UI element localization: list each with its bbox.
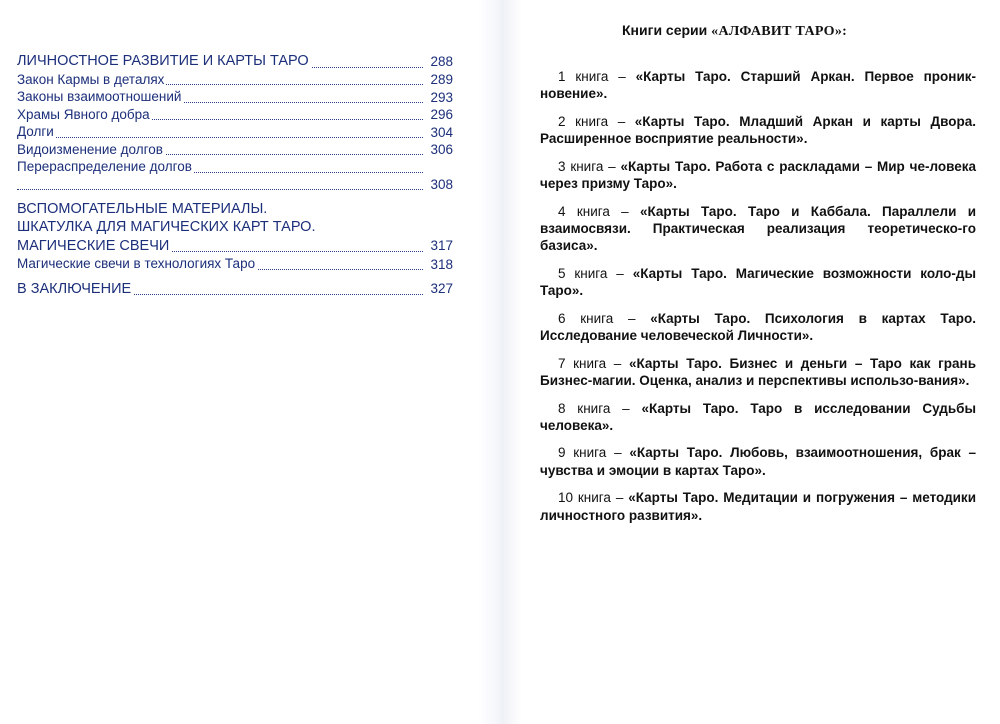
book-number: 10 книга – [558, 490, 629, 506]
toc-entry-page: 304 [430, 124, 453, 140]
toc-heading-line: ВСПОМОГАТЕЛЬНЫЕ МАТЕРИАЛЫ. [17, 200, 268, 217]
toc-entry-label: ЛИЧНОСТНОЕ РАЗВИТИЕ И КАРТЫ ТАРО [17, 53, 309, 69]
toc-heading-line: МАГИЧЕСКИЕ СВЕЧИ [17, 237, 170, 254]
book-item [540, 444, 976, 478]
toc-entry-page: 293 [430, 89, 453, 105]
toc-entry-label: Долги [17, 124, 54, 139]
toc-entry [17, 280, 453, 299]
book-item [540, 310, 976, 344]
toc-entry-label: Законы взаимоотношений [17, 89, 182, 104]
book-item [540, 265, 976, 299]
book-title: «Карты Таро. Психология в картах Таро. Исследование человеческой Личности». [540, 310, 976, 343]
toc-entry [17, 255, 453, 273]
toc-entry-page: 317 [430, 238, 453, 253]
book-title: «Карты Таро. Таро и Каббала. Параллели и взаимосвязи. Практическая реализация теоретическо-го базиса». [540, 203, 976, 254]
table-of-contents [17, 52, 453, 298]
book-number: 3 книга – [558, 158, 621, 174]
toc-entry [17, 88, 453, 106]
right-page [500, 0, 1000, 724]
book-number: 1 книга – [558, 69, 636, 84]
book-item [540, 400, 976, 434]
book-title: «Карты Таро. Старший Аркан. Первое проник-новение». [540, 69, 976, 102]
book-item [540, 355, 976, 389]
book-list [540, 68, 976, 534]
series-heading-prefix: Книги серии [622, 22, 712, 38]
toc-entry [17, 106, 453, 124]
series-heading [622, 22, 847, 40]
book-number: 8 книга – [558, 400, 642, 416]
toc-entry [17, 141, 453, 159]
toc-entry-page: 318 [430, 256, 453, 272]
toc-entry-label: Перераспределение долгов [17, 159, 192, 174]
book-title: «Карты Таро. Работа с раскладами – Мир че-ловека через призму Таро». [540, 158, 976, 192]
book-number: 9 книга – [558, 445, 630, 461]
toc-entry [17, 71, 453, 89]
book-item [540, 158, 976, 192]
book-number: 2 книга – [558, 113, 635, 129]
book-number: 5 книга – [558, 265, 633, 281]
left-page [0, 0, 490, 724]
toc-heading-line: ШКАТУЛКА ДЛЯ МАГИЧЕСКИХ КАРТ ТАРО. [17, 219, 316, 235]
series-name: «АЛФАВИТ ТАРО»: [711, 24, 848, 39]
book-item [540, 113, 976, 147]
book-title: «Карты Таро. Медитации и погружения – методики личностного развития». [540, 490, 976, 523]
dot-leader [17, 189, 423, 190]
toc-entry-page: 289 [430, 72, 453, 87]
toc-entry-page: 288 [430, 53, 453, 69]
toc-heading [17, 218, 453, 237]
toc-entry [17, 158, 453, 176]
book-number: 4 книга – [558, 203, 641, 219]
book-title: «Карты Таро. Таро в исследовании Судьбы человека». [540, 400, 976, 433]
toc-entry-page: 308 [430, 176, 453, 192]
toc-entry [17, 237, 453, 256]
toc-entry [17, 123, 453, 141]
toc-entry-page: 296 [430, 107, 453, 122]
book-number: 6 книга – [558, 310, 651, 326]
book-item [540, 68, 976, 102]
book-item [540, 203, 976, 255]
toc-entry-label: Храмы Явного добра [17, 106, 150, 122]
toc-entry-label: Видоизменение долгов [17, 141, 163, 157]
toc-entry-label: Магические свечи в технологиях Таро [17, 256, 256, 271]
toc-entry-label: Закон Кармы в деталях [17, 71, 165, 87]
book-item [540, 489, 976, 523]
toc-entry-page-row [17, 176, 453, 193]
toc-entry-page: 306 [430, 142, 453, 157]
book-number: 7 книга – [558, 355, 629, 371]
book-title: «Карты Таро. Бизнес и деньги – Таро как грань Бизнес-магии. Оценка, анализ и перспективы использо-вания». [540, 355, 976, 388]
book-title: «Карты Таро. Любовь, взаимоотношения, брак – чувства и эмоции в картах Таро». [540, 445, 976, 478]
book-title: «Карты Таро. Магические возможности коло-ды Таро». [540, 265, 976, 299]
toc-entry [17, 52, 453, 71]
book-title: «Карты Таро. Младший Аркан и карты Двора. Расширенное восприятие реальности». [540, 113, 976, 147]
toc-entry-label: В ЗАКЛЮЧЕНИЕ [17, 280, 132, 297]
dot-leader [17, 137, 423, 138]
toc-heading [17, 200, 453, 219]
toc-entry-page: 327 [430, 281, 453, 296]
